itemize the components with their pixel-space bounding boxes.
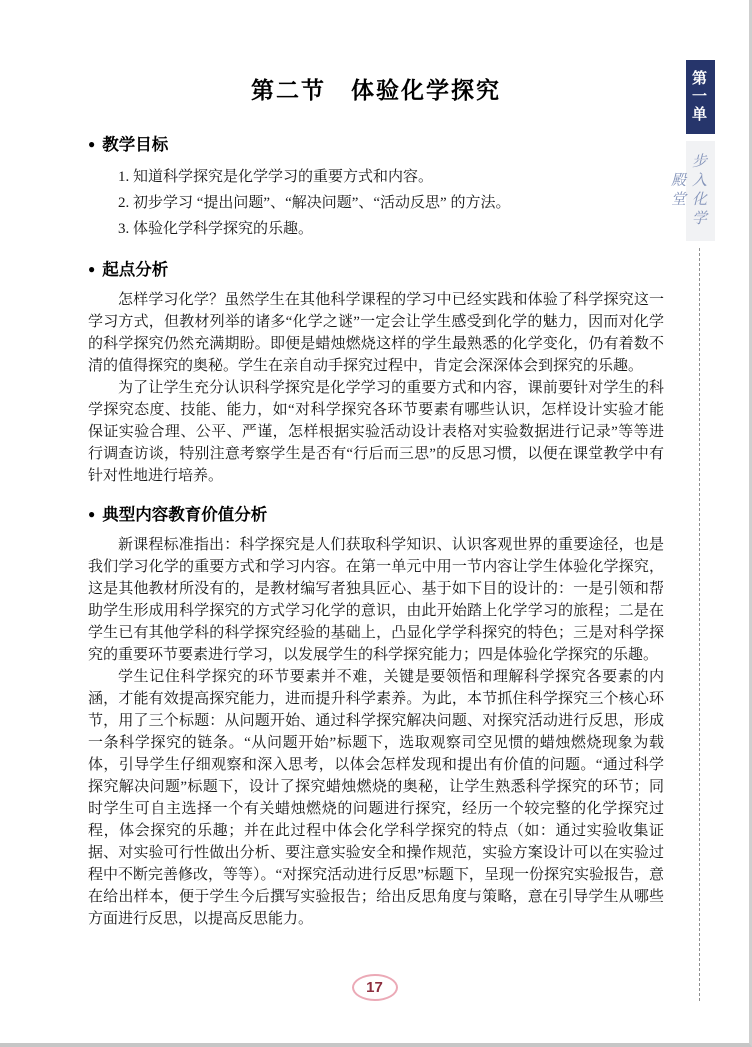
unit-tab: [669, 60, 715, 246]
margin-dashed-rule: [699, 248, 700, 1001]
paragraph: 新课程标准指出：科学探究是人们获取科学知识、认识客观世界的重要途径，也是我们学习化学的重要方式和学习内容。在第一单元中用一节内容让学生体验化学探究，这是其他教材所没有的，是教材编写者独具匠心、基于如下目的设计的：一是引领和帮助学生形成用科学探究的方式学习化学的意识，由此开始踏上化学学习的旅程；二是在学生已有其他学科的科学探究经验的基础上，凸显化学学科探究的特色；三是对科学探究的重要环节要素进行学习，以发展学生的科学探究能力；四是体验化学探究的乐趣。: [88, 537, 664, 663]
paragraph: 学生记住科学探究的环节要素并不难，关键是要领悟和理解科学探究各要素的内涵，才能有效提高探究能力，进而提升科学素养。为此，本节抓住科学探究三个核心环节，用了三个标题：从问题开始、通过科学探究解决问题、对探究活动进行反思，形成一条科学探究的链条。“从问题开始”标题下，选取观察司空见惯的蜡烛燃烧现象为载体，引导学生仔细观察和深入思考，以体会怎样发现和提出有价值的问题。“通过科学探究解决问题”标题下，设计了探究蜡烛燃烧的奥秘，让学生熟悉科学探究的环节；同时学生可自主选择一个有关蜡烛燃烧的问题进行探究，经历一个较完整的化学探究过程，体会探究的乐趣；并在此过程中体会化学科学探究的特点（如：通过实验收集证据、对实验可行性做出分析、要注意实验安全和操作规范，实验方案设计可以在实验过程中不断完善修改，等等）。“对探究活动进行反思”标题下，呈现一份探究实验报告，意在给出样本，便于学生今后撰写实验报告；给出反思角度与策略，意在引导学生从哪些方面进行反思，以提高反思能力。: [88, 669, 664, 927]
page-title: 第二节 体验化学探究: [251, 77, 501, 103]
unit-title-label: 步入化学殿堂: [686, 141, 715, 241]
paragraph: 为了让学生充分认识科学探究是化学学习的重要方式和内容，课前要针对学生的科学探究态度、技能、能力，如“对科学探究各环节要素有哪些认识，怎样设计实验才能保证实验合理、公平、严谨，怎样根据实验活动设计表格对实验数据进行记录”等等进行调查访谈，特别注意考察学生是否有“行后而三思”的反思习惯，以便在课堂教学中有针对性地进行培养。: [88, 380, 664, 484]
section-heading-text: 典型内容教育价值分析: [102, 506, 268, 524]
bullet-icon: ●: [88, 507, 96, 521]
section-heading-text: 起点分析: [102, 261, 169, 279]
unit-number-label: 第一单元: [686, 60, 715, 134]
bullet-icon: ●: [88, 262, 96, 276]
page-number-badge: [352, 974, 398, 1001]
goal-item-2: 2. 初步学习 “提出问题”、“解决问题”、“活动反思” 的方法。: [118, 195, 511, 211]
bullet-icon: ●: [88, 137, 96, 151]
section-heading-value-analysis: [88, 501, 664, 525]
section-heading-text: 教学目标: [102, 136, 169, 154]
section-heading-teaching-goals: [88, 131, 664, 155]
section-teaching-goals: [88, 131, 664, 242]
goal-item-3: 3. 体验化学科学探究的乐趣。: [118, 221, 314, 237]
section-starting-point-analysis: [88, 256, 664, 487]
section-value-analysis: [88, 501, 664, 930]
page-number: 17: [366, 979, 383, 996]
paragraph: 怎样学习化学？虽然学生在其他科学课程的学习中已经实践和体验了科学探究这一学习方式，但教材列举的诸多“化学之谜”一定会让学生感受到化学的魅力，因而对化学的科学探究仍然充满期盼。即便是蜡烛燃烧这样的学生最熟悉的化学变化，仍有着数不清的值得探究的奥秘。学生在亲自动手探究过程中，肯定会深深体会到探究的乐趣。: [88, 292, 664, 374]
goal-item-1: 1. 知道科学探究是化学学习的重要方式和内容。: [118, 169, 434, 185]
section-heading-starting-point: [88, 256, 664, 280]
page-content: [88, 72, 664, 936]
